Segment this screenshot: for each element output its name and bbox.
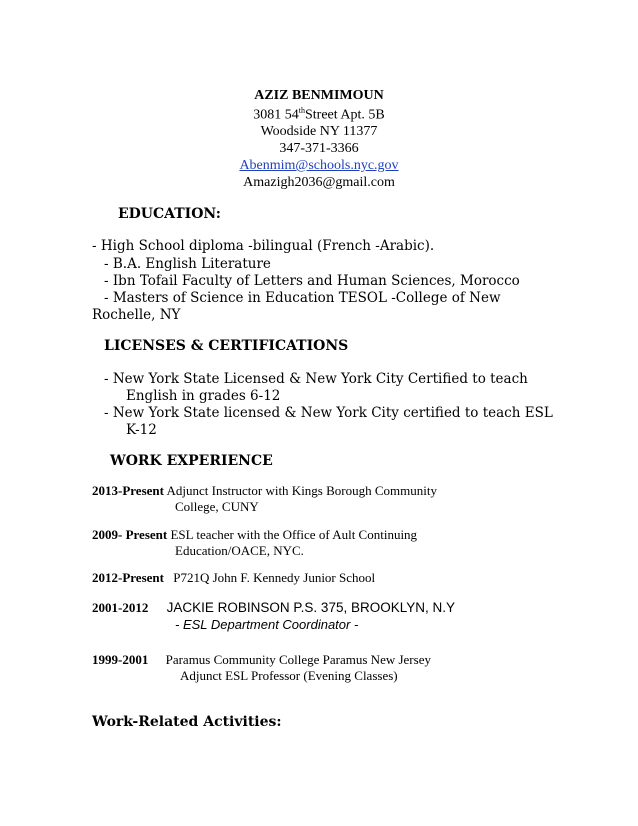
email-work-text[interactable]: Abenmim@schools.nyc.gov	[239, 158, 399, 173]
job-detail: Adjunct ESL Professor (Evening Classes)	[180, 668, 398, 683]
resume-name: AZIZ BENMIMOUN	[254, 88, 384, 103]
education-item: Rochelle, NY	[92, 307, 181, 323]
licenses-heading: LICENSES & CERTIFICATIONS	[104, 338, 349, 354]
job-entry	[92, 483, 437, 499]
city-line: Woodside NY 11377	[260, 124, 378, 139]
job-title: JACKIE ROBINSON P.S. 375, BROOKLYN, N.Y	[166, 600, 455, 615]
address-number: 3081 54	[253, 107, 299, 123]
phone-line: 347-371-3366	[279, 141, 359, 156]
job-detail: College, CUNY	[175, 499, 259, 514]
job-entry	[92, 570, 375, 586]
job-detail: - ESL Department Coordinator -	[175, 617, 359, 632]
license-line: - New York State Licensed & New York City Certified to teach	[104, 371, 528, 387]
email-personal-line: Amazigh2036@gmail.com	[243, 175, 395, 190]
activities-heading: Work-Related Activities:	[92, 714, 282, 730]
work-heading: WORK EXPERIENCE	[110, 453, 273, 469]
job-entry	[92, 652, 431, 668]
address-sup: th	[298, 106, 305, 115]
job-dates: 2009- Present	[92, 527, 168, 542]
job-title: P721Q John F. Kennedy Junior School	[173, 570, 376, 585]
job-dates: 2012-Present	[92, 570, 164, 585]
job-dates: 2013-Present	[92, 483, 164, 498]
address-line	[0, 106, 638, 124]
license-line: - New York State licensed & New York City certified to teach ESL	[104, 405, 553, 421]
education-heading: EDUCATION:	[118, 206, 221, 222]
job-entry	[92, 600, 455, 616]
license-line: K-12	[126, 422, 157, 438]
job-title: Adjunct Instructor with Kings Borough Community	[166, 483, 437, 498]
job-entry	[92, 527, 417, 543]
license-line: English in grades 6-12	[126, 388, 281, 404]
education-item: - Ibn Tofail Faculty of Letters and Human Sciences, Morocco	[104, 273, 520, 289]
job-dates: 2001-2012	[92, 600, 149, 615]
education-item: - High School diploma -bilingual (French -Arabic).	[92, 238, 435, 254]
job-detail: Education/OACE, NYC.	[175, 543, 304, 558]
address-street: Street Apt. 5B	[305, 107, 385, 123]
education-item: - Masters of Science in Education TESOL -College of New	[104, 290, 501, 306]
job-dates: 1999-2001	[92, 652, 149, 667]
job-title: ESL teacher with the Office of Ault Continuing	[170, 527, 418, 542]
email-work-link[interactable]	[0, 158, 638, 174]
education-item: - B.A. English Literature	[104, 256, 271, 272]
job-title: Paramus Community College Paramus New Jersey	[165, 652, 431, 667]
